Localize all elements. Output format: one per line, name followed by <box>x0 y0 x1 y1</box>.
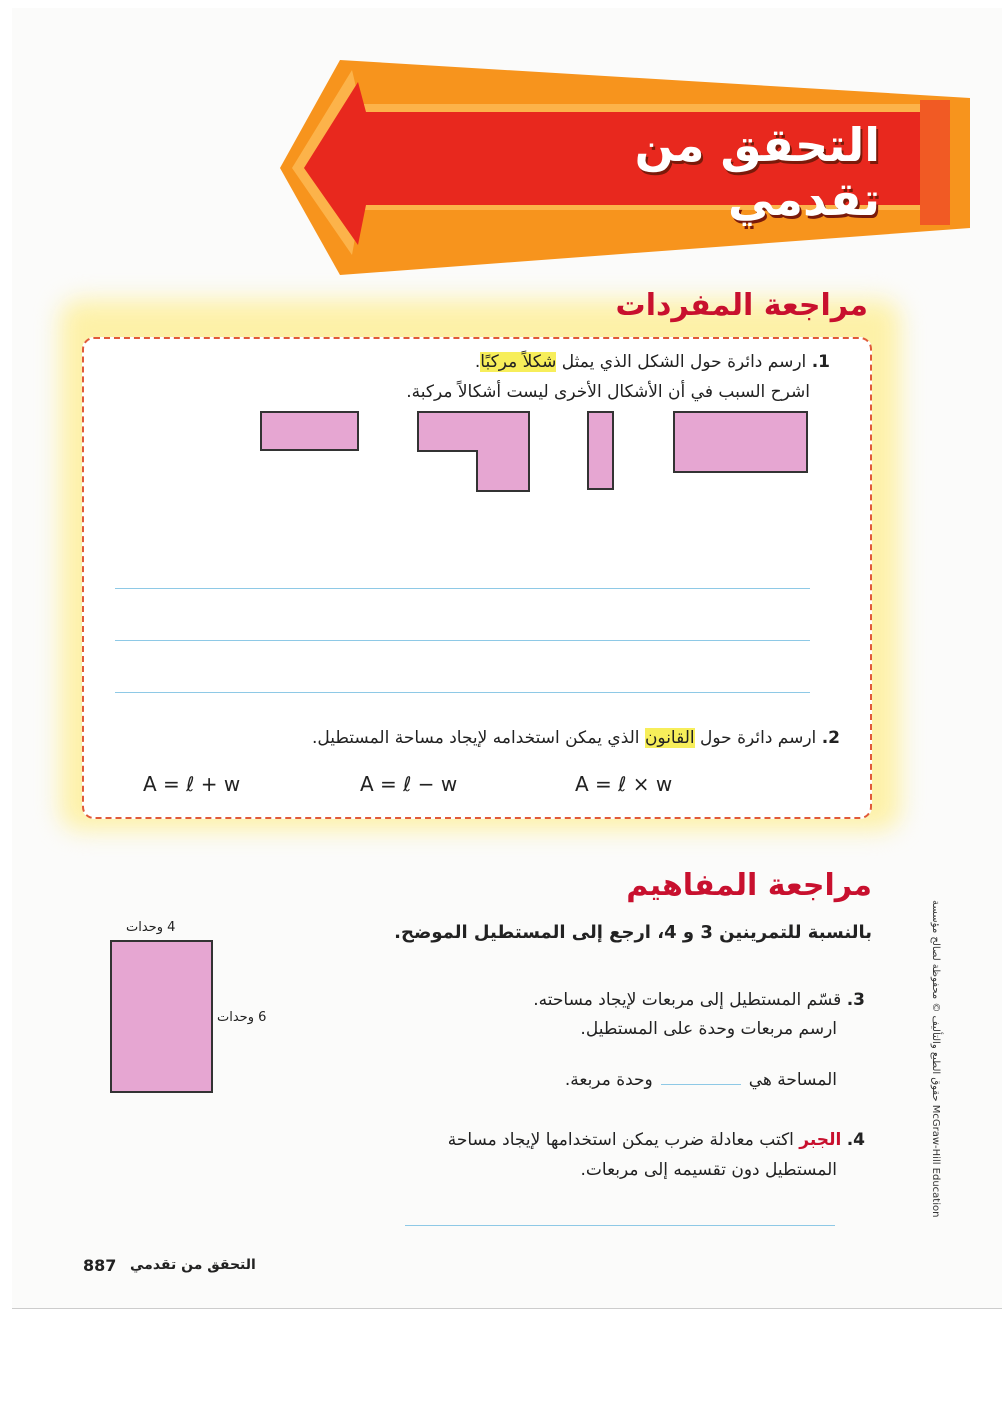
page-number: 887 <box>83 1256 117 1275</box>
q1-highlight: شكلاً مركبًا <box>480 352 557 372</box>
concept-rectangle[interactable] <box>110 940 213 1093</box>
copyright-text: حقوق الطبع والتأليف © محفوظة لصالح مؤسسة McGraw-Hill Education <box>930 900 941 1218</box>
q4-text: اكتب معادلة ضرب يمكن استخدامها لإيجاد مساحة <box>447 1130 800 1150</box>
q2-before: ارسم دائرة حول <box>694 728 817 748</box>
q3-area-blank[interactable] <box>661 1084 741 1085</box>
shape-large-rectangle[interactable] <box>673 411 808 473</box>
footer-section-title: التحقق من تقدمي <box>130 1257 256 1273</box>
q3-area-before: المساحة هي <box>748 1070 837 1090</box>
formula-times[interactable]: A = ℓ × w <box>575 772 673 796</box>
q2-after: الذي يمكن استخدامه لإيجاد مساحة المستطيل. <box>311 728 645 748</box>
formula-minus[interactable]: A = ℓ − w <box>360 772 458 796</box>
q1-number: 1. <box>811 352 830 372</box>
page-title: التحقق من تقدمي <box>634 118 880 226</box>
q1-text-before: ارسم دائرة حول الشكل الذي يمثل <box>556 352 807 372</box>
q2-highlight: القانون <box>644 728 695 748</box>
q3-area-after: وحدة مربعة. <box>564 1070 653 1090</box>
answer-line-3[interactable] <box>115 692 810 693</box>
q3-line1 <box>440 990 865 1010</box>
answer-line-2[interactable] <box>115 640 810 641</box>
q4-line2: المستطيل دون تقسيمه إلى مربعات. <box>580 1160 837 1180</box>
copyright-side-note <box>927 900 943 1218</box>
q2-number: 2. <box>821 728 840 748</box>
concepts-section-title: مراجعة المفاهيم <box>626 868 872 903</box>
q3-line2: ارسم مربعات وحدة على المستطيل. <box>580 1019 837 1039</box>
q2-text <box>230 728 840 748</box>
q1-line1 <box>300 352 830 372</box>
formula-plus[interactable]: A = ℓ + w <box>143 772 241 796</box>
answer-line-1[interactable] <box>115 588 810 589</box>
concepts-subtitle: بالنسبة للتمرينين 3 و 4، ارجع إلى المستطيل الموضح. <box>394 922 872 943</box>
shape-thin-rectangle[interactable] <box>587 411 614 490</box>
q1-line2: اشرح السبب في أن الأشكال الأخرى ليست أشكالاً مركبة. <box>406 382 810 402</box>
q4-keyword: الجبر <box>799 1130 842 1150</box>
shape-l-composite[interactable] <box>417 411 531 493</box>
q3-text: قسّم المستطيل إلى مربعات لإيجاد مساحته. <box>533 990 842 1010</box>
q4-number: 4. <box>846 1130 865 1150</box>
rect-side-label: 6 وحدات <box>217 1010 267 1025</box>
rect-top-label: 4 وحدات <box>126 920 176 935</box>
q3-area <box>440 1070 837 1090</box>
q1-text-after: . <box>474 352 481 372</box>
shape-horizontal-rectangle[interactable] <box>260 411 359 451</box>
vocab-section-title: مراجعة المفردات <box>615 288 868 323</box>
q3-number: 3. <box>846 990 865 1010</box>
q4-line1 <box>340 1130 865 1150</box>
q4-answer-line[interactable] <box>405 1225 835 1226</box>
